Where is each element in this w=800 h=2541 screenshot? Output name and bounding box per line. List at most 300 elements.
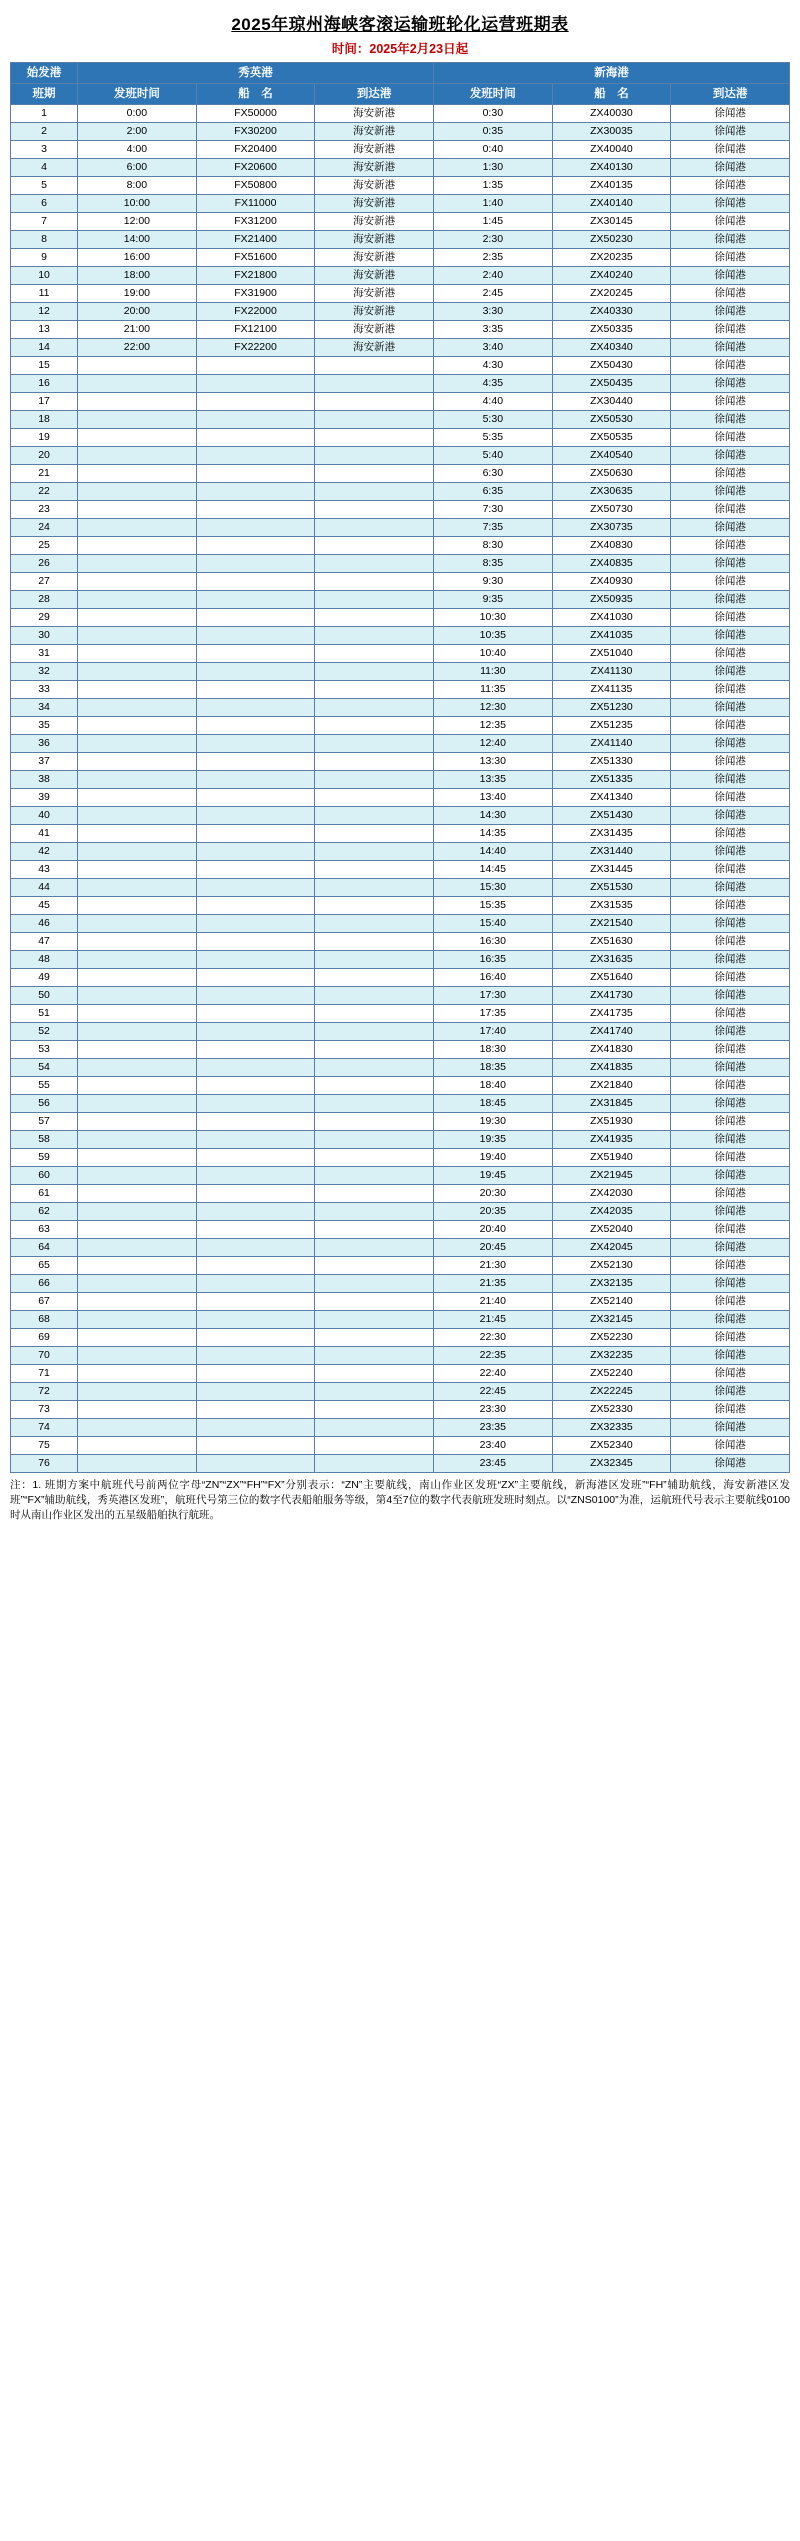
cell-xy-arrival-port	[315, 861, 434, 879]
cell-xh-arrival-port: 徐闻港	[671, 537, 790, 555]
cell-xy-ship-name: FX11000	[196, 195, 315, 213]
cell-xy-arrival-port	[315, 1113, 434, 1131]
cell-xy-depart-time	[78, 951, 197, 969]
cell-xy-arrival-port	[315, 1023, 434, 1041]
cell-xy-depart-time	[78, 411, 197, 429]
cell-xy-depart-time: 12:00	[78, 213, 197, 231]
cell-xy-depart-time	[78, 519, 197, 537]
cell-xy-arrival-port	[315, 1257, 434, 1275]
cell-xy-ship-name	[196, 969, 315, 987]
cell-voyage-no: 67	[11, 1293, 78, 1311]
cell-voyage-no: 36	[11, 735, 78, 753]
cell-xy-depart-time	[78, 789, 197, 807]
cell-xy-depart-time	[78, 1293, 197, 1311]
cell-voyage-no: 76	[11, 1455, 78, 1473]
cell-xh-ship-name: ZX31635	[552, 951, 671, 969]
cell-xy-ship-name	[196, 627, 315, 645]
cell-xy-depart-time	[78, 969, 197, 987]
cell-xh-arrival-port: 徐闻港	[671, 1113, 790, 1131]
cell-xy-ship-name	[196, 1221, 315, 1239]
table-row	[11, 1203, 790, 1221]
cell-xh-ship-name: ZX41340	[552, 789, 671, 807]
cell-xh-depart-time: 17:30	[434, 987, 553, 1005]
cell-voyage-no: 25	[11, 537, 78, 555]
cell-xy-arrival-port	[315, 573, 434, 591]
cell-xy-ship-name	[196, 843, 315, 861]
cell-voyage-no: 1	[11, 105, 78, 123]
cell-xh-depart-time: 6:35	[434, 483, 553, 501]
col-xh-depart-time: 发班时间	[434, 84, 553, 105]
table-row	[11, 663, 790, 681]
cell-xy-depart-time: 18:00	[78, 267, 197, 285]
table-row	[11, 123, 790, 141]
cell-xy-arrival-port	[315, 1059, 434, 1077]
cell-xh-ship-name: ZX52340	[552, 1437, 671, 1455]
cell-xh-arrival-port: 徐闻港	[671, 951, 790, 969]
cell-xh-ship-name: ZX42030	[552, 1185, 671, 1203]
cell-xy-ship-name	[196, 1059, 315, 1077]
cell-voyage-no: 20	[11, 447, 78, 465]
cell-xh-ship-name: ZX40830	[552, 537, 671, 555]
cell-xh-ship-name: ZX41740	[552, 1023, 671, 1041]
cell-xy-ship-name	[196, 537, 315, 555]
cell-voyage-no: 48	[11, 951, 78, 969]
table-row	[11, 429, 790, 447]
table-row	[11, 1005, 790, 1023]
cell-xy-ship-name	[196, 429, 315, 447]
cell-xy-depart-time: 14:00	[78, 231, 197, 249]
cell-xh-arrival-port: 徐闻港	[671, 897, 790, 915]
cell-xy-ship-name	[196, 1149, 315, 1167]
cell-xy-ship-name	[196, 1383, 315, 1401]
cell-xy-arrival-port	[315, 717, 434, 735]
cell-xy-depart-time	[78, 591, 197, 609]
cell-xh-depart-time: 22:35	[434, 1347, 553, 1365]
cell-xh-arrival-port: 徐闻港	[671, 555, 790, 573]
table-row	[11, 987, 790, 1005]
cell-xy-ship-name	[196, 519, 315, 537]
table-row	[11, 393, 790, 411]
cell-xy-arrival-port: 海安新港	[315, 213, 434, 231]
cell-xy-ship-name	[196, 1257, 315, 1275]
cell-voyage-no: 60	[11, 1167, 78, 1185]
cell-voyage-no: 19	[11, 429, 78, 447]
cell-xh-arrival-port: 徐闻港	[671, 1383, 790, 1401]
cell-xh-arrival-port: 徐闻港	[671, 321, 790, 339]
cell-xh-depart-time: 21:35	[434, 1275, 553, 1293]
cell-xy-ship-name	[196, 1005, 315, 1023]
cell-xy-depart-time	[78, 1419, 197, 1437]
cell-xh-arrival-port: 徐闻港	[671, 429, 790, 447]
cell-xy-depart-time	[78, 555, 197, 573]
cell-xh-arrival-port: 徐闻港	[671, 1149, 790, 1167]
table-row	[11, 645, 790, 663]
table-row	[11, 897, 790, 915]
cell-xy-ship-name	[196, 825, 315, 843]
cell-xy-arrival-port	[315, 681, 434, 699]
cell-xy-ship-name	[196, 879, 315, 897]
cell-voyage-no: 35	[11, 717, 78, 735]
cell-xh-ship-name: ZX52230	[552, 1329, 671, 1347]
cell-xy-arrival-port: 海安新港	[315, 249, 434, 267]
table-row	[11, 1383, 790, 1401]
cell-xy-arrival-port	[315, 393, 434, 411]
cell-xy-arrival-port: 海安新港	[315, 285, 434, 303]
table-row	[11, 879, 790, 897]
cell-xh-depart-time: 7:35	[434, 519, 553, 537]
cell-xh-ship-name: ZX40135	[552, 177, 671, 195]
table-row	[11, 411, 790, 429]
cell-xy-ship-name	[196, 681, 315, 699]
cell-xh-depart-time: 4:30	[434, 357, 553, 375]
cell-xy-arrival-port	[315, 753, 434, 771]
cell-xh-ship-name: ZX40130	[552, 159, 671, 177]
cell-xy-arrival-port	[315, 1347, 434, 1365]
cell-xy-depart-time	[78, 1221, 197, 1239]
cell-xh-ship-name: ZX21840	[552, 1077, 671, 1095]
table-row	[11, 609, 790, 627]
cell-xh-ship-name: ZX50630	[552, 465, 671, 483]
cell-xh-depart-time: 1:30	[434, 159, 553, 177]
table-row	[11, 1239, 790, 1257]
table-row	[11, 1401, 790, 1419]
cell-xy-depart-time	[78, 1347, 197, 1365]
cell-xy-depart-time	[78, 1185, 197, 1203]
cell-xh-depart-time: 12:30	[434, 699, 553, 717]
table-row	[11, 141, 790, 159]
cell-xy-depart-time	[78, 1239, 197, 1257]
cell-xy-depart-time: 6:00	[78, 159, 197, 177]
cell-xy-arrival-port	[315, 807, 434, 825]
cell-xh-depart-time: 19:30	[434, 1113, 553, 1131]
cell-voyage-no: 73	[11, 1401, 78, 1419]
cell-xh-arrival-port: 徐闻港	[671, 843, 790, 861]
cell-voyage-no: 43	[11, 861, 78, 879]
cell-xy-ship-name	[196, 609, 315, 627]
table-row	[11, 303, 790, 321]
table-row	[11, 717, 790, 735]
cell-xy-depart-time	[78, 699, 197, 717]
cell-xh-depart-time: 13:35	[434, 771, 553, 789]
cell-xh-depart-time: 23:35	[434, 1419, 553, 1437]
cell-xy-ship-name: FX22000	[196, 303, 315, 321]
cell-xh-arrival-port: 徐闻港	[671, 663, 790, 681]
cell-voyage-no: 3	[11, 141, 78, 159]
table-row	[11, 1293, 790, 1311]
cell-xy-depart-time: 8:00	[78, 177, 197, 195]
cell-xh-depart-time: 0:30	[434, 105, 553, 123]
cell-xy-ship-name	[196, 1077, 315, 1095]
cell-xy-arrival-port: 海安新港	[315, 303, 434, 321]
cell-xy-ship-name	[196, 1311, 315, 1329]
cell-xh-depart-time: 3:35	[434, 321, 553, 339]
page-subtitle: 时间：2025年2月23日起	[331, 42, 469, 56]
cell-xh-arrival-port: 徐闻港	[671, 1419, 790, 1437]
cell-xy-ship-name	[196, 663, 315, 681]
table-row	[11, 483, 790, 501]
table-row	[11, 1113, 790, 1131]
cell-xy-arrival-port	[315, 537, 434, 555]
cell-xh-depart-time: 14:40	[434, 843, 553, 861]
cell-xh-arrival-port: 徐闻港	[671, 627, 790, 645]
cell-xy-arrival-port: 海安新港	[315, 159, 434, 177]
cell-voyage-no: 5	[11, 177, 78, 195]
cell-xy-ship-name	[196, 1419, 315, 1437]
cell-xy-ship-name	[196, 933, 315, 951]
cell-xy-arrival-port	[315, 699, 434, 717]
cell-xh-arrival-port: 徐闻港	[671, 249, 790, 267]
cell-xy-ship-name: FX51600	[196, 249, 315, 267]
cell-xy-depart-time	[78, 501, 197, 519]
table-row	[11, 1347, 790, 1365]
cell-xy-depart-time	[78, 645, 197, 663]
cell-xy-arrival-port	[315, 1185, 434, 1203]
cell-xy-arrival-port	[315, 771, 434, 789]
cell-xh-ship-name: ZX30440	[552, 393, 671, 411]
cell-xy-depart-time	[78, 771, 197, 789]
table-row	[11, 1221, 790, 1239]
cell-xh-depart-time: 12:35	[434, 717, 553, 735]
cell-xy-ship-name: FX20600	[196, 159, 315, 177]
cell-xh-depart-time: 10:30	[434, 609, 553, 627]
cell-voyage-no: 63	[11, 1221, 78, 1239]
cell-xh-ship-name: ZX41035	[552, 627, 671, 645]
cell-xy-depart-time	[78, 483, 197, 501]
table-row	[11, 1455, 790, 1473]
cell-xh-depart-time: 4:40	[434, 393, 553, 411]
cell-xh-arrival-port: 徐闻港	[671, 1365, 790, 1383]
cell-xy-depart-time	[78, 573, 197, 591]
cell-voyage-no: 18	[11, 411, 78, 429]
cell-xh-depart-time: 14:30	[434, 807, 553, 825]
cell-xh-arrival-port: 徐闻港	[671, 735, 790, 753]
cell-xh-arrival-port: 徐闻港	[671, 393, 790, 411]
cell-voyage-no: 33	[11, 681, 78, 699]
cell-voyage-no: 22	[11, 483, 78, 501]
cell-xh-ship-name: ZX40930	[552, 573, 671, 591]
col-xy-ship-name: 船 名	[196, 84, 315, 105]
cell-xh-ship-name: ZX32235	[552, 1347, 671, 1365]
table-row	[11, 1437, 790, 1455]
cell-xy-depart-time	[78, 1131, 197, 1149]
cell-xh-arrival-port: 徐闻港	[671, 411, 790, 429]
table-row	[11, 1185, 790, 1203]
cell-xh-ship-name: ZX41935	[552, 1131, 671, 1149]
header-group-xiuying: 秀英港	[78, 63, 434, 84]
cell-xh-arrival-port: 徐闻港	[671, 861, 790, 879]
cell-voyage-no: 13	[11, 321, 78, 339]
cell-xy-ship-name	[196, 1437, 315, 1455]
cell-xy-depart-time	[78, 1041, 197, 1059]
table-row	[11, 1167, 790, 1185]
cell-xh-depart-time: 9:35	[434, 591, 553, 609]
cell-xh-depart-time: 5:35	[434, 429, 553, 447]
cell-xy-arrival-port	[315, 627, 434, 645]
cell-xh-ship-name: ZX52240	[552, 1365, 671, 1383]
cell-voyage-no: 56	[11, 1095, 78, 1113]
cell-xh-depart-time: 11:30	[434, 663, 553, 681]
cell-xh-arrival-port: 徐闻港	[671, 699, 790, 717]
cell-xh-depart-time: 21:30	[434, 1257, 553, 1275]
table-row	[11, 1311, 790, 1329]
cell-xy-ship-name: FX12100	[196, 321, 315, 339]
cell-voyage-no: 10	[11, 267, 78, 285]
cell-xh-arrival-port: 徐闻港	[671, 1239, 790, 1257]
cell-xh-ship-name: ZX32335	[552, 1419, 671, 1437]
cell-xy-depart-time: 0:00	[78, 105, 197, 123]
cell-xy-depart-time	[78, 663, 197, 681]
cell-xh-depart-time: 2:45	[434, 285, 553, 303]
cell-voyage-no: 34	[11, 699, 78, 717]
cell-xh-ship-name: ZX51040	[552, 645, 671, 663]
cell-xh-arrival-port: 徐闻港	[671, 447, 790, 465]
cell-xh-arrival-port: 徐闻港	[671, 519, 790, 537]
cell-xy-arrival-port	[315, 969, 434, 987]
cell-xh-ship-name: ZX31440	[552, 843, 671, 861]
cell-xy-ship-name: FX50800	[196, 177, 315, 195]
cell-xh-arrival-port: 徐闻港	[671, 717, 790, 735]
cell-voyage-no: 38	[11, 771, 78, 789]
cell-xy-depart-time: 10:00	[78, 195, 197, 213]
cell-xh-arrival-port: 徐闻港	[671, 825, 790, 843]
cell-xy-arrival-port	[315, 735, 434, 753]
cell-xh-arrival-port: 徐闻港	[671, 303, 790, 321]
cell-xh-arrival-port: 徐闻港	[671, 1455, 790, 1473]
cell-voyage-no: 15	[11, 357, 78, 375]
cell-xh-ship-name: ZX50730	[552, 501, 671, 519]
cell-xh-depart-time: 20:35	[434, 1203, 553, 1221]
table-row	[11, 177, 790, 195]
cell-xy-depart-time: 16:00	[78, 249, 197, 267]
table-row	[11, 105, 790, 123]
table-row	[11, 681, 790, 699]
cell-voyage-no: 68	[11, 1311, 78, 1329]
cell-xh-arrival-port: 徐闻港	[671, 879, 790, 897]
cell-xy-arrival-port	[315, 825, 434, 843]
cell-xh-ship-name: ZX51630	[552, 933, 671, 951]
cell-xh-ship-name: ZX22245	[552, 1383, 671, 1401]
cell-xh-arrival-port: 徐闻港	[671, 1203, 790, 1221]
cell-xy-depart-time	[78, 1257, 197, 1275]
cell-xh-depart-time: 15:35	[434, 897, 553, 915]
cell-xh-arrival-port: 徐闻港	[671, 915, 790, 933]
cell-xh-ship-name: ZX52130	[552, 1257, 671, 1275]
cell-xy-ship-name	[196, 1239, 315, 1257]
cell-xh-depart-time: 22:40	[434, 1365, 553, 1383]
cell-xh-ship-name: ZX41730	[552, 987, 671, 1005]
cell-xy-depart-time	[78, 987, 197, 1005]
cell-xh-arrival-port: 徐闻港	[671, 969, 790, 987]
footnote: 注：1. 班期方案中航班代号前两位字母“ZN”“ZX”“FH”“FX”分别表示：“ZN”主要航线，南山作业区发班“ZX”主要航线，新海港区发班”“FH”辅助航线，海安新港区发班”“FX”辅助航线，秀英港区发班”，航班代号第三位的数字代表船舶服务等级，第4至7位的数字代表航班发班时刻点。以“ZNS0100”为准，运航班代号表示主要航线0100时从南山作业区发出的五星级船舶执行航班。	[10, 1479, 790, 1521]
table-row	[11, 519, 790, 537]
cell-xy-arrival-port	[315, 357, 434, 375]
cell-xy-ship-name: FX22200	[196, 339, 315, 357]
cell-voyage-no: 46	[11, 915, 78, 933]
table-row	[11, 195, 790, 213]
cell-xh-arrival-port: 徐闻港	[671, 1293, 790, 1311]
cell-xy-ship-name	[196, 573, 315, 591]
table-row	[11, 951, 790, 969]
table-row	[11, 591, 790, 609]
cell-xh-depart-time: 14:35	[434, 825, 553, 843]
table-row	[11, 573, 790, 591]
cell-xy-ship-name	[196, 1185, 315, 1203]
table-row	[11, 339, 790, 357]
cell-xy-ship-name: FX31200	[196, 213, 315, 231]
cell-xy-depart-time	[78, 1095, 197, 1113]
table-row	[11, 1257, 790, 1275]
cell-xy-depart-time	[78, 1203, 197, 1221]
cell-xh-ship-name: ZX32135	[552, 1275, 671, 1293]
cell-voyage-no: 2	[11, 123, 78, 141]
cell-xh-depart-time: 18:45	[434, 1095, 553, 1113]
cell-xh-arrival-port: 徐闻港	[671, 1131, 790, 1149]
cell-xh-depart-time: 13:30	[434, 753, 553, 771]
table-row	[11, 285, 790, 303]
cell-xh-arrival-port: 徐闻港	[671, 213, 790, 231]
table-row	[11, 753, 790, 771]
cell-xh-arrival-port: 徐闻港	[671, 285, 790, 303]
cell-xy-ship-name	[196, 1131, 315, 1149]
cell-xy-ship-name	[196, 1167, 315, 1185]
cell-xy-depart-time	[78, 1329, 197, 1347]
cell-xh-ship-name: ZX51330	[552, 753, 671, 771]
cell-voyage-no: 41	[11, 825, 78, 843]
cell-xy-ship-name	[196, 1275, 315, 1293]
cell-xh-ship-name: ZX52040	[552, 1221, 671, 1239]
cell-xy-arrival-port	[315, 1383, 434, 1401]
cell-xh-ship-name: ZX30635	[552, 483, 671, 501]
cell-xh-arrival-port: 徐闻港	[671, 1023, 790, 1041]
table-row	[11, 1275, 790, 1293]
cell-xh-ship-name: ZX50230	[552, 231, 671, 249]
cell-xh-depart-time: 16:40	[434, 969, 553, 987]
cell-xh-arrival-port: 徐闻港	[671, 339, 790, 357]
cell-xy-arrival-port	[315, 915, 434, 933]
cell-xy-ship-name	[196, 1041, 315, 1059]
cell-xh-depart-time: 18:35	[434, 1059, 553, 1077]
table-row	[11, 1131, 790, 1149]
cell-xy-ship-name: FX31900	[196, 285, 315, 303]
cell-xy-ship-name	[196, 753, 315, 771]
cell-xh-depart-time: 12:40	[434, 735, 553, 753]
cell-voyage-no: 55	[11, 1077, 78, 1095]
cell-xh-depart-time: 5:40	[434, 447, 553, 465]
cell-xh-ship-name: ZX41735	[552, 1005, 671, 1023]
table-row	[11, 789, 790, 807]
cell-xy-ship-name	[196, 591, 315, 609]
cell-voyage-no: 32	[11, 663, 78, 681]
cell-xy-arrival-port	[315, 951, 434, 969]
cell-xy-arrival-port: 海安新港	[315, 321, 434, 339]
cell-xh-depart-time: 2:40	[434, 267, 553, 285]
header-group-xinhai: 新海港	[434, 63, 790, 84]
cell-xh-arrival-port: 徐闻港	[671, 1275, 790, 1293]
cell-voyage-no: 9	[11, 249, 78, 267]
cell-xy-ship-name	[196, 1293, 315, 1311]
cell-xy-ship-name: FX20400	[196, 141, 315, 159]
cell-xh-arrival-port: 徐闻港	[671, 573, 790, 591]
cell-xh-arrival-port: 徐闻港	[671, 807, 790, 825]
cell-xy-depart-time: 19:00	[78, 285, 197, 303]
cell-xy-depart-time	[78, 807, 197, 825]
cell-xy-arrival-port	[315, 1221, 434, 1239]
col-xy-arrival-port: 到达港	[315, 84, 434, 105]
cell-xh-depart-time: 23:45	[434, 1455, 553, 1473]
cell-xh-arrival-port: 徐闻港	[671, 177, 790, 195]
cell-xy-arrival-port: 海安新港	[315, 141, 434, 159]
cell-xh-depart-time: 18:40	[434, 1077, 553, 1095]
